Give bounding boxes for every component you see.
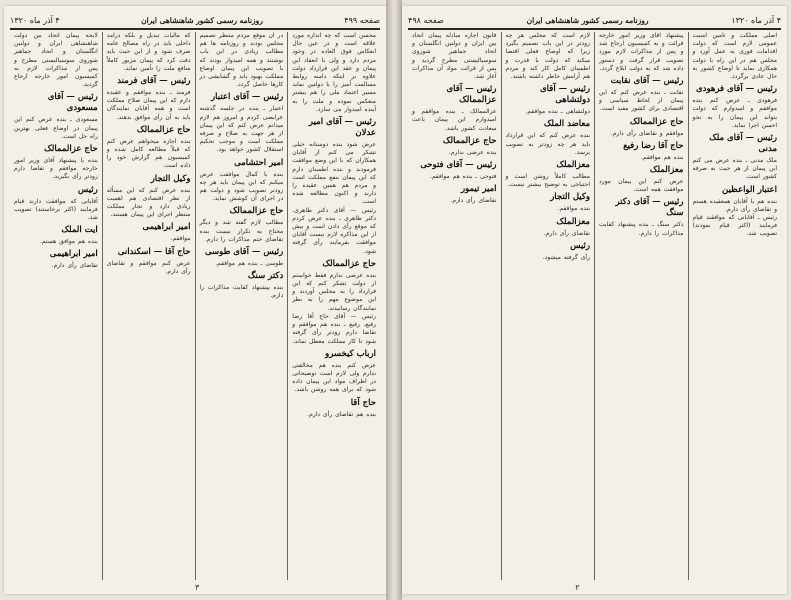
paragraph-text: بنده پیشنهاد کفایت مذاکرات را دارم. bbox=[199, 284, 284, 300]
speaker-heading: ارباب کیخسرو bbox=[325, 348, 376, 359]
paragraph-text: مطالب کاملاً روشن است و احتیاجی به توضیح بیشتر نیست. bbox=[505, 173, 590, 189]
paragraph-text: عرض کنم موافقم و تقاضای رأی دارم. bbox=[106, 259, 191, 275]
speaker-heading: معاضد الملک bbox=[543, 119, 590, 130]
speaker-heading: حاج عزالممالک bbox=[229, 206, 284, 217]
paragraph-text: لایحه پیمان اتحاد بین دولت شاهنشاهی ایران و دولتین انگلستان و اتحاد جماهیر شوروی سوسیالیستی مطرح و پس از مذاکرات لازم به کمیسیون امور خارجه ارجاع گردید. bbox=[14, 32, 98, 89]
speaker-heading: حاج آقا bbox=[350, 397, 376, 408]
paragraph-text: تقاضای رأی دارم. bbox=[51, 262, 98, 270]
paragraph-text: ملک مدنی ـ بنده عرض می کنم این پیمان از هر حیث به صرفه کشور است. bbox=[692, 157, 777, 181]
speaker-heading: حاج عزالممالک bbox=[136, 124, 191, 135]
right-page-date: ۴ آذر ماه ۱۳۲۰ bbox=[731, 16, 781, 25]
speaker-heading: حاج آقا — اسکندانی bbox=[117, 246, 191, 257]
right-page-column-4 bbox=[408, 32, 501, 580]
speaker-heading: معزالملک bbox=[649, 165, 684, 176]
speaker-heading: حاج عزالممالک bbox=[629, 116, 684, 127]
speaker-heading: امیر احتشامی bbox=[234, 157, 284, 168]
speaker-heading: رئیس — آقای دولتشاهی bbox=[540, 84, 590, 106]
paragraph-text: بنده هم با آقایان همعقیده هستم و تقاضای رأی دارم. bbox=[692, 197, 777, 213]
paragraph-text: رأی گرفته میشود. bbox=[542, 253, 590, 261]
speaker-heading: حاج عزالممالک bbox=[322, 258, 376, 269]
paragraph-text: بنده عرضی ندارم. bbox=[448, 148, 497, 156]
right-page-title: روزنامه رسمی کشور شاهنشاهی ایران bbox=[526, 16, 649, 25]
paragraph-text: عرض کنم این پیمان مورد موافقت همه است. bbox=[599, 178, 684, 194]
speaker-heading: رئیس — آقای امیر عدلان bbox=[308, 117, 376, 139]
paragraph-text: دولتشاهی ـ بنده موافقم. bbox=[525, 108, 590, 116]
speaker-heading: امیر تیمور bbox=[461, 184, 497, 195]
right-page-column-2 bbox=[594, 32, 688, 580]
speaker-heading: معزالملک bbox=[556, 160, 590, 171]
left-page-column-4 bbox=[10, 32, 102, 580]
speaker-heading: حاج عزالممالک bbox=[442, 135, 497, 146]
speaker-heading: وکیل التجار bbox=[150, 173, 191, 184]
speaker-heading: امیر ابراهیمی bbox=[142, 222, 191, 233]
speaker-heading: رئیس bbox=[570, 240, 590, 251]
left-page-column-1 bbox=[287, 32, 380, 580]
left-page-header bbox=[10, 12, 380, 30]
paragraph-text: اصلی مملکت و تأمین امنیت عمومی لازم است که دولت اقدامات فوری به عمل آورد و مجلس هم در این راه با دولت همکاری نماید تا اوضاع کشور به حال عادی برگردد. bbox=[692, 32, 777, 81]
speaker-heading: معزالملک bbox=[556, 216, 590, 227]
speaker-heading: رئیس — آقای اعتبار bbox=[211, 92, 284, 103]
speaker-heading: رئیس bbox=[77, 184, 98, 195]
speaker-heading: حاج عزالممالک bbox=[44, 144, 98, 155]
left-page-column-3 bbox=[102, 32, 195, 580]
paragraph-text: بنده هم موافقم. bbox=[640, 153, 684, 161]
paragraph-text: عزالممالک ـ بنده موافقم و امیدوارم این پیمان باعث سعادت کشور باشد. bbox=[412, 108, 497, 132]
right-page bbox=[402, 6, 787, 594]
speaker-heading: دکتر سنگ bbox=[247, 271, 284, 282]
paragraph-text: رئیس — آقای حاج آقا رضا رفیع. رفیع ـ بنده هم موافقم و تقاضا دارم زودتر رأی گرفته شود تا کار مملکت معطل نماند. bbox=[292, 312, 376, 345]
paragraph-text: بنده عرض کنم که این قرارداد باید هر چه زودتر به تصویب برسد. bbox=[505, 132, 590, 156]
right-page-footer-number: ۲ bbox=[575, 583, 580, 592]
paragraph-text: لازم است که مجلس هر چه زودتر در این باب تصمیم بگیرد زیرا که اوضاع فعلی اقتضا میکند که دولت با قدرت و اطمینان کامل کار کند و مردم هم آرامش خاطر داشته باشند. bbox=[505, 32, 590, 81]
paragraph-text: عرض شود بنده دوستانه خیلی تشکر می کنم از آقایان همکاران که با این وضع موافقت فرمودند و بنده اطمینان دارم که این پیمان بنفع مملکت است و مردم هم همین عقیده را دارند و اکنون مطالعه شده است. bbox=[292, 141, 376, 206]
paragraph-text: بنده موافقم. bbox=[557, 205, 590, 213]
speaker-heading: رئیس — آقای نقابت bbox=[610, 76, 684, 87]
paragraph-text: بنده هم موافق هستم. bbox=[40, 238, 98, 246]
right-page-number-label: صفحه ۴۹۸ bbox=[408, 16, 444, 25]
speaker-heading: رئیس — آقای طوسی bbox=[204, 247, 284, 258]
left-page bbox=[4, 6, 386, 594]
paragraph-text: دکتر سنگ ـ بنده پیشنهاد کفایت مذاکرات را دارم. bbox=[599, 221, 684, 237]
speaker-heading: امیر ابراهیمی bbox=[49, 249, 98, 260]
paragraph-text: بنده اجازه میخواهم عرض کنم که قبلاً مطالعه کامل شده و کمیسیون هم گزارش خود را داده است. bbox=[106, 137, 191, 170]
speaker-heading: رئیس — آقای دکتر سنگ bbox=[615, 197, 684, 219]
speaker-heading: حاج آقا رضا رفیع bbox=[623, 140, 684, 151]
paragraph-text: در آن موقع مردم منتظر تصمیم مجلس بودند و روزنامه ها هم مطالب زیادی در این باب نوشتند و همه امیدوار بودند که با تصویب این پیمان اوضاع مملکت بهبود یابد و گشایشی در کارها حاصل گردد. bbox=[199, 32, 284, 89]
paragraph-text: طوسی ـ بنده هم موافقم. bbox=[215, 260, 284, 268]
paragraph-text: قانون اجازه مبادله پیمان اتحاد بین ایران و دولتین انگلستان و اتحاد جماهیر شوروی سوسیالیستی مطرح گردید و پس از قرائت مواد آن مذاکرات آغاز شد. bbox=[412, 32, 497, 81]
paragraph-text: فرهودی ـ عرض کنم بنده موافقم و امیدوارم که دولت بتواند این پیمان را به نحو احسن اجرا نماید. bbox=[692, 97, 777, 129]
left-page-columns bbox=[10, 32, 380, 580]
paragraph-text: فرمند ـ بنده موافقم و عقیده دارم که این پیمان صلاح مملکت است و همه آقایان نمایندگان باید به آن رأی موافق بدهند. bbox=[106, 89, 191, 121]
left-page-footer-number: ۳ bbox=[195, 583, 200, 592]
speaker-heading: رئیس — آقای فرهودی bbox=[696, 84, 777, 95]
left-page-number-label: صفحه ۴۹۹ bbox=[344, 16, 380, 25]
paragraph-text: بنده هم تقاضای رأی دارم. bbox=[307, 410, 376, 418]
speaker-heading: ایت الملک bbox=[61, 225, 98, 236]
right-page-columns bbox=[408, 32, 781, 580]
paragraph-text: رئیس — آقای دکتر طاهری. دکتر طاهری ـ بنده عرض کردم که موقع رأی دادن است و بیش از این مذاکره لازم نیست آقایان موافقت بفرمایند رأی گرفته شود. bbox=[292, 206, 376, 255]
speaker-heading: رئیس — آقای ملک مدنی bbox=[709, 133, 777, 155]
speaker-heading: رئیس — آقای فرمند bbox=[117, 76, 191, 87]
paragraph-text: فتوحی ـ بنده هم موافقم. bbox=[429, 173, 497, 181]
speaker-heading: رئیس — آقای فتوحی bbox=[420, 160, 497, 171]
paragraph-text: مطالب لازم گفته شد و دیگر محتاج به تکرار نیست بنده تقاضای ختم مذاکرات را دارم. bbox=[199, 219, 284, 243]
speaker-heading: وکیل التجار bbox=[550, 192, 590, 203]
paragraph-text: نقابت ـ بنده عرض کنم که این پیمان از لحاظ سیاسی و اقتصادی برای کشور مفید است. bbox=[599, 89, 684, 113]
right-page-header bbox=[408, 12, 781, 30]
paragraph-text: مسعودی ـ بنده عرض کنم این پیمان در اوضاع فعلی بهترین راه حل است. bbox=[14, 116, 98, 140]
paragraph-text: عرض کنم بنده هم مخالفتی ندارم ولی لازم است توضیحاتی در اطراف مواد این پیمان داده شود که برای همه روشن باشد. bbox=[292, 361, 376, 394]
paragraph-text: تقاضای رأی دارم. bbox=[450, 197, 497, 205]
left-page-column-2 bbox=[195, 32, 288, 580]
paragraph-text: بنده عرض کنم که این مسأله از نظر اقتصادی هم اهمیت زیادی دارد و تجار مملکت منتظر اجرای این پیمان هستند. bbox=[106, 186, 191, 219]
speaker-heading: رئیس — آقای عزالممالک bbox=[446, 84, 497, 106]
speaker-heading: اعتبار الواعظین bbox=[721, 184, 777, 195]
paragraph-text: بنده با کمال موافقت عرض میکنم که این پیمان باید هر چه زودتر تصویب شود و دولت هم در اجرای آن کوشش نماید. bbox=[199, 170, 284, 203]
paragraph-text: موافقم. bbox=[170, 235, 191, 243]
right-page-column-3 bbox=[501, 32, 595, 580]
paragraph-text: پیشنهاد آقای وزیر امور خارجه قرائت و به کمیسیون ارجاع شد و پس از مذاکرات لازم مورد تصویب قرار گرفت و دستور داده شد که به دولت ابلاغ گردد. bbox=[599, 32, 684, 72]
speaker-heading: رئیس — آقای مسعودی bbox=[47, 92, 98, 114]
paragraph-text: بنده با پیشنهاد آقای وزیر امور خارجه موافقم و تقاضا دارم زودتر رأی بگیرید. bbox=[14, 157, 98, 181]
paragraph-text: که مالیات تبدیل و بلکه درآمد داخلی باید در راه مصالح عامه صرف شود و از این حیث باید دقت کرد که پیمان مزبور کاملاً منافع ملت را تأمین نماید. bbox=[106, 32, 191, 72]
paragraph-text: محسن است که چه اندازه مورد علاقه است و در عین حال انعکاس فوق العاده در وجود مردم دارد و ولی با انعقاد این پیمان و عقد این قرارداد دولت علاوه بر اینکه دامنه روابط مسالمت آمیز را با دولتین نماید مسیر اعتماد ملی را هم بیشتر منعکس نموده و ملت را به آینده امیدوار می سازد. bbox=[292, 32, 376, 113]
paragraph-text: آقایانی که موافقت دارند قیام فرمایند (اکثر برخاستند) تصویب شد. bbox=[14, 197, 98, 222]
page-gutter bbox=[386, 0, 402, 600]
paragraph-text: اعتبار ـ بنده در جلسه گذشته عرایضی کردم و امروز هم لازم میدانم عرض کنم که این پیمان از هر جهت به صلاح و صرفه مملکت است و موجب تحکیم استقلال کشور خواهد بود. bbox=[199, 105, 284, 154]
paragraph-text: رئیس ـ آقایانی که موافقند قیام فرمایند (اکثر قیام نمودند) تصویب شد. bbox=[692, 214, 777, 238]
left-page-date: ۴ آذر ماه ۱۳۲۰ bbox=[10, 16, 60, 25]
paragraph-text: تقاضای رأی دارم. bbox=[543, 229, 590, 237]
paragraph-text: موافقم و تقاضای رأی دارم. bbox=[610, 129, 684, 137]
right-page-column-1 bbox=[688, 32, 782, 580]
left-page-title: روزنامه رسمی کشور شاهنشاهی ایران bbox=[141, 16, 263, 25]
paragraph-text: بنده عرضی ندارم فقط خواستم از دولت تشکر کنم که این قرارداد را به مجلس آوردند و این موضوع مهم را به نظر نمایندگان رسانیدند. bbox=[292, 271, 376, 312]
